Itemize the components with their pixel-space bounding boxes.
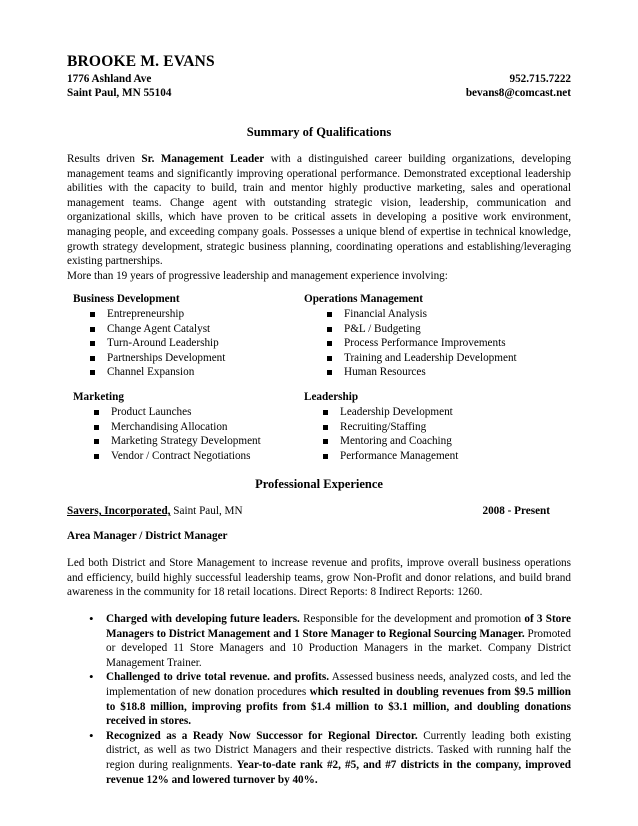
list-item: Training and Leadership Development: [325, 351, 517, 366]
company-location: Saint Paul, MN: [170, 505, 243, 517]
phone-number: 952.715.7222: [509, 73, 571, 85]
list-item: Mentoring and Coaching: [321, 434, 458, 449]
achievement-text: Assessed business needs, analyzed costs, and led the implementation of new donation procedures: [106, 671, 572, 698]
list-item: [89, 729, 571, 787]
employer-line: [67, 505, 243, 517]
list-item: Performance Management: [321, 449, 458, 464]
achievement-lead: Charged with developing future leaders.: [106, 613, 300, 625]
list-item: Recruiting/Staffing: [321, 420, 458, 435]
list-item: Human Resources: [325, 365, 517, 380]
summary-text-pre: Results driven: [67, 153, 142, 165]
achievement-text: Responsible for the development and promotion: [299, 613, 525, 625]
address-street: 1776 Ashland Ave: [67, 73, 152, 85]
achievement-text: Promoted or developed 11 Store Managers and 10 Production Managers in the market. Company District Management Trainer.: [106, 627, 571, 669]
list-item: Partnerships Development: [88, 351, 225, 366]
summary-paragraph: [67, 152, 571, 269]
list-item: Channel Expansion: [88, 365, 225, 380]
list-item: [89, 612, 571, 670]
skill-category-leadership: Leadership: [304, 391, 359, 403]
achievements-list: [89, 612, 571, 787]
summary-intro: More than 19 years of progressive leadership and management experience involving:: [67, 270, 448, 282]
email-address: bevans8@comcast.net: [465, 87, 571, 99]
skill-category-business-development: Business Development: [73, 293, 180, 305]
achievement-highlight: of 3 Store Managers to District Management and 1 Store Manager to Regional Sourcing Manager.: [106, 613, 572, 640]
list-item: Product Launches: [92, 405, 261, 420]
skill-category-operations-management: Operations Management: [304, 293, 424, 305]
operations-management-list: [325, 307, 517, 380]
list-item: Change Agent Catalyst: [88, 322, 225, 337]
achievement-lead: Challenged to drive total revenue. and profits.: [106, 671, 330, 684]
candidate-name: BROOKE M. EVANS: [67, 53, 215, 70]
achievement-text: Currently leading both existing district, as well as two District Managers and their respective districts. Tasked with running half the region during realignments.: [106, 729, 571, 771]
list-item: Process Performance Improvements: [325, 336, 517, 351]
list-item: Merchandising Allocation: [92, 420, 261, 435]
summary-text-bold: Sr. Management Leader: [141, 153, 265, 165]
marketing-list: [92, 405, 261, 463]
list-item: P&L / Budgeting: [325, 322, 517, 337]
job-title: Area Manager / District Manager: [67, 530, 228, 542]
job-description: Led both District and Store Management to increase revenue and profits, improve overall business operations and efficiency, build highly successful leadership teams, grow Non-Profit and donor relations, and build brand awareness in the community for 18 retail locations. Direct Reports: 8 Indirect Reports: 1260.: [67, 557, 571, 599]
list-item: Turn-Around Leadership: [88, 336, 225, 351]
skill-category-marketing: Marketing: [73, 391, 124, 403]
list-item: Entrepreneurship: [88, 307, 225, 322]
achievement-highlight: which resulted in doubling revenues from $9.5 million to $18.8 million, improving profits from $1.4 million to $3.1 million, and doubling donations received in stores.: [106, 685, 571, 728]
address-city: Saint Paul, MN 55104: [67, 87, 172, 99]
list-item: Leadership Development: [321, 405, 458, 420]
list-item: [89, 670, 571, 728]
business-development-list: [88, 307, 225, 380]
list-item: Vendor / Contract Negotiations: [92, 449, 261, 464]
company-name: Savers, Incorporated,: [67, 505, 171, 517]
employment-dates: 2008 - Present: [482, 505, 550, 517]
experience-heading: Professional Experience: [255, 477, 383, 491]
list-item: Marketing Strategy Development: [92, 434, 261, 449]
summary-heading: Summary of Qualifications: [246, 125, 392, 139]
leadership-list: [321, 405, 458, 463]
achievement-highlight: Year-to-date rank #2, #5, and #7 districts in the company, improved revenue 12% and lowered turnover by 40%.: [106, 758, 571, 786]
achievement-lead: Recognized as a Ready Now Successor for Regional Director.: [106, 729, 418, 742]
summary-text-post: with a distinguished career building organizations, developing management teams and significantly improving operational performance. Demonstrated exceptional leadership abilities with the capacity to build, train and mentor highly productive marketing, sales and operational management teams. Change agent with outstanding strategic vision, leadership, communication and organizational skills, which have proven to be critical assets in developing a positive work environment, managing people, and exceeding company goals. Possesses a unique blend of expertise in technical knowledge, growth strategy development, strategic business planning, coordinating operations and establishing/leveraging existing partnerships.: [67, 153, 571, 268]
list-item: Financial Analysis: [325, 307, 517, 322]
